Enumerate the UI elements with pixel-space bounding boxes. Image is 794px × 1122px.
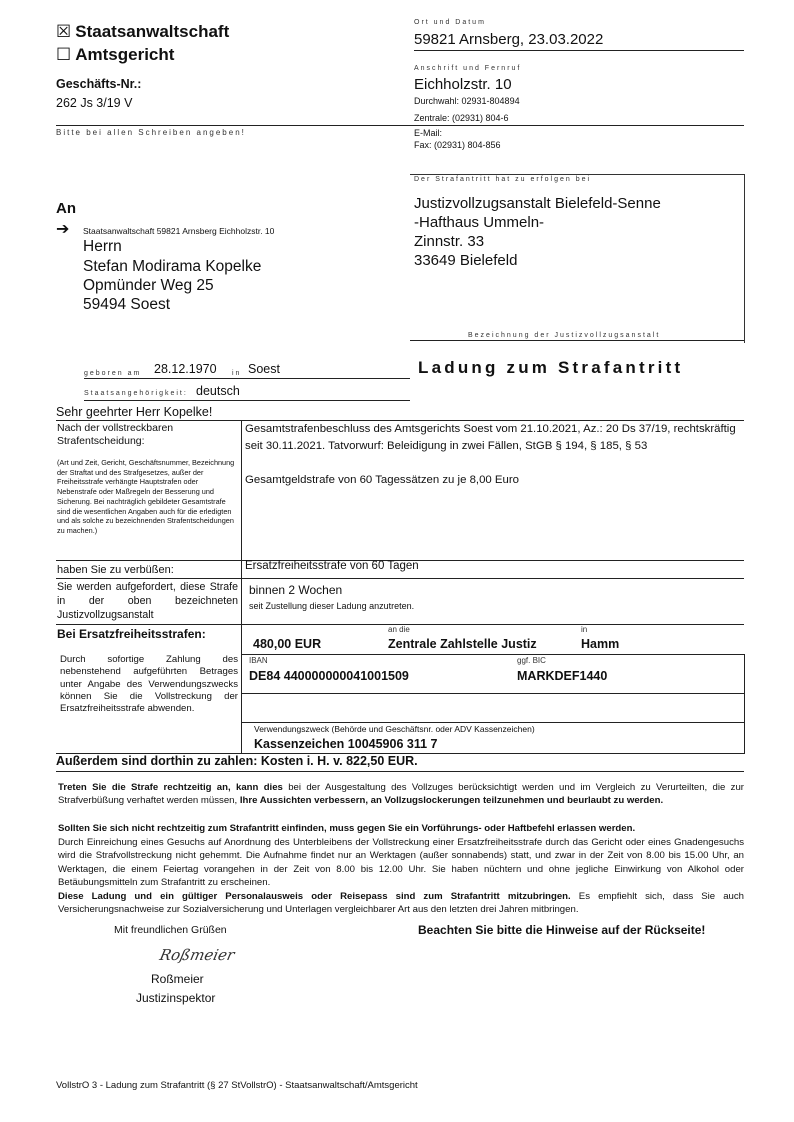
row1-note: (Art und Zeit, Gericht, Geschäftsnummer, Bezeichnung der Straftat und des Strafgesetzes, außer der Freiheitsstrafe verhängte Hauptstrafen oder Nebenstrafe oder Maßregeln der Besserung und Sicherung. Bei nachträglich gebildeter Gesamtstrafe sind die wesentlichen Angaben auch für die erledigten und als solche zu bezeichnenden Strafentscheidungen zu machen.) — [57, 458, 235, 535]
row1-label: Nach der vollstreckbaren Strafentscheidung: — [57, 422, 174, 447]
p1-bold-a: Treten Sie die Strafe rechtzeitig an, kann dies — [58, 782, 283, 793]
address-email: E-Mail: — [414, 128, 443, 138]
form-footer: VollstrO 3 - Ladung zum Strafantritt (§ 27 StVollstrO) - Staatsanwaltschaft/Amtsgericht — [56, 1080, 418, 1091]
purpose-value: Kassenzeichen 10045906 311 7 — [254, 737, 438, 751]
recipient-street: Opmünder Weg 25 — [83, 277, 214, 294]
recipient-city: 59494 Soest — [83, 296, 171, 313]
paragraph-3: Durch Einreichung eines Gesuchs auf Anordnung des Unterbleibens der Vollstreckung einer Ersatzfreiheitsstrafe durch das Gericht oder eines Gnadengesuchs wird die Strafvollstreckung nicht gehemmt. Die Aufnahme findet nur an Werktagen (außer sonnabends) statt, und zwar in der Zeit von 8.00 bis 15.00 Uhr, an Werktagen, die einem Feiertag vorangehen in der Zeit von 8.00 bis 12.00 Uhr. Sie haben nüchtern und ohne jegliche Einwirkung von Alkohol oder Betäubungsmitteln zum Strafantritt zu erscheinen. — [58, 837, 744, 889]
address-central: Zentrale: (02931) 804-6 — [414, 113, 509, 123]
place-date-rule — [414, 50, 744, 51]
institution-label: Der Strafantritt hat zu erfolgen bei — [414, 176, 592, 183]
an-die-label: an die — [388, 625, 410, 634]
paragraph-1 — [58, 781, 744, 808]
p1-bold-c: Ihre Aussichten verbessern, an Vollzugslockerungen teilzunehmen und beurlaubt zu werden. — [239, 795, 664, 807]
p4-text: Es empfiehlt sich, dass Sie auch Versicherungsnachweise zur Sozialversicherung und Unterlagen vergleichbarer Art aus den letzten drei Jahren mitbringen. — [58, 891, 744, 916]
address-label: Anschrift und Fernruf — [414, 65, 522, 72]
arrow-right-icon: ➔ — [56, 221, 70, 238]
signature: Roßmeier — [158, 946, 237, 964]
address-rule — [410, 125, 744, 126]
address-fax: Fax: (02931) 804-856 — [414, 140, 501, 150]
table-row-sep-2 — [56, 578, 744, 579]
paragraph-2: Sollten Sie sich nicht rechtzeitig zum Strafantritt einfinden, muss gegen Sie ein Vorführungs- oder Haftbefehl erlassen werden. — [58, 823, 636, 834]
signer-name: Roßmeier — [151, 972, 204, 986]
place-date-value: 59821 Arnsberg, 23.03.2022 — [414, 31, 604, 48]
row3-value: binnen 2 Wochen — [249, 583, 343, 597]
sender-line: Staatsanwaltschaft 59821 Arnsberg Eichholzstr. 10 — [83, 226, 275, 236]
checkbox-unchecked: ☐ — [56, 45, 72, 64]
payee: Zentrale Zahlstelle Justiz — [388, 637, 537, 651]
p1-text: bei der Ausgestaltung des Vollzuges berücksichtigt werden und im Vergleich zu Verurteilten, die zur Strafverbüßung verhaftet werden müssen, — [58, 782, 744, 807]
institution-rule — [410, 340, 744, 341]
nationality-value: deutsch — [196, 384, 240, 398]
amount: 480,00 EUR — [253, 637, 322, 651]
row4-note: Durch sofortige Zahlung des nebenstehend aufgeführten Betrages unter Angabe des Verwendungszwecks können Sie die Vollstreckung der Ersatzfreiheitsstrafe abwenden. — [60, 654, 238, 715]
row4-label: Bei Ersatzfreiheitsstrafen: — [57, 627, 206, 641]
nationality-rule — [84, 400, 410, 401]
iban-label: IBAN — [249, 656, 268, 665]
reverse-side-note: Beachten Sie bitte die Hinweise auf der Rückseite! — [418, 923, 706, 937]
birth-date: 28.12.1970 — [154, 362, 217, 376]
option-amtsgericht: ☐ Amtsgericht — [56, 45, 175, 64]
costs-line: Außerdem sind dorthin zu zahlen: Kosten i. H. v. 822,50 EUR. — [56, 754, 418, 768]
row2-value: Ersatzfreiheitsstrafe von 60 Tagen — [245, 560, 419, 572]
an-label: An — [56, 200, 76, 217]
payee-city: Hamm — [581, 637, 620, 651]
option-staatsanwaltschaft: ☒ Staatsanwaltschaft — [56, 22, 230, 41]
row3-label: Sie werden aufgefordert, diese Strafe in der oben bezeichneten Justizvollzugsanstalt — [57, 581, 238, 621]
gz-value: 262 Js 3/19 V — [56, 96, 133, 110]
birth-rule — [84, 378, 410, 379]
recipient-salutation: Herrn — [83, 238, 122, 255]
purpose-label: Verwendungszweck (Behörde und Geschäftsnr. oder ADV Kassenzeichen) — [254, 724, 535, 734]
table-row-sep-6 — [241, 722, 744, 723]
birth-place: Soest — [248, 362, 280, 376]
table-row-sep-4 — [241, 654, 744, 655]
reference-note: Bitte bei allen Schreiben angeben! — [56, 128, 246, 137]
iban-value: DE84 440000000041001509 — [249, 669, 409, 683]
recipient-name: Stefan Modirama Kopelke — [83, 258, 262, 275]
p4-bold: Diese Ladung und ein gültiger Personalausweis oder Reisepass sind zum Strafantritt mitzubringen. — [58, 891, 571, 902]
closing-greeting: Mit freundlichen Grüßen — [114, 924, 227, 936]
in-label-payee: in — [581, 625, 588, 634]
paragraph-4 — [58, 890, 744, 917]
table-divider — [241, 420, 242, 753]
institution-line3: Zinnstr. 33 — [414, 233, 485, 250]
row1-value: Gesamtstrafenbeschluss des Amtsgerichts Soest vom 21.10.2021, Az.: 20 Ds 37/19, rechtskräftig seit 30.11.2021. Tatvorwurf: Beleidigung in zwei Fällen, StGB § 194, § 185, § 53 — [245, 423, 736, 452]
table-right — [744, 654, 745, 754]
signer-role: Justizinspektor — [136, 991, 216, 1005]
place-date-label: Ort und Datum — [414, 19, 486, 26]
row3-value2: seit Zustellung dieser Ladung anzutreten. — [249, 601, 415, 611]
checkbox-checked: ☒ — [56, 22, 72, 41]
page-title: Ladung zum Strafantritt — [418, 358, 684, 377]
institution-line4: 33649 Bielefeld — [414, 252, 518, 269]
gz-label: Geschäfts-Nr.: — [56, 77, 142, 91]
greeting: Sehr geehrter Herr Kopelke! — [56, 405, 213, 419]
bic-value: MARKDEF1440 — [517, 669, 608, 683]
address-direct: Durchwahl: 02931-804894 — [414, 96, 520, 106]
in-label: in — [232, 370, 242, 377]
born-label: geboren am — [84, 370, 142, 377]
bic-label: ggf. BIC — [517, 656, 546, 665]
row1-value2: Gesamtgeldstrafe von 60 Tagessätzen zu je 8,00 Euro — [245, 474, 519, 486]
institution-footer: Bezeichnung der Justizvollzugsanstalt — [468, 332, 661, 339]
institution-line2: -Hafthaus Ummeln- — [414, 214, 545, 231]
costs-rule — [56, 771, 744, 772]
row2-label: haben Sie zu verbüßen: — [57, 564, 174, 576]
nationality-label: Staatsangehörigkeit: — [84, 390, 188, 397]
table-row-sep-5 — [241, 693, 744, 694]
header-rule-left — [56, 125, 410, 126]
address-street: Eichholzstr. 10 — [414, 76, 512, 93]
institution-line1: Justizvollzugsanstalt Bielefeld-Senne — [414, 195, 661, 212]
